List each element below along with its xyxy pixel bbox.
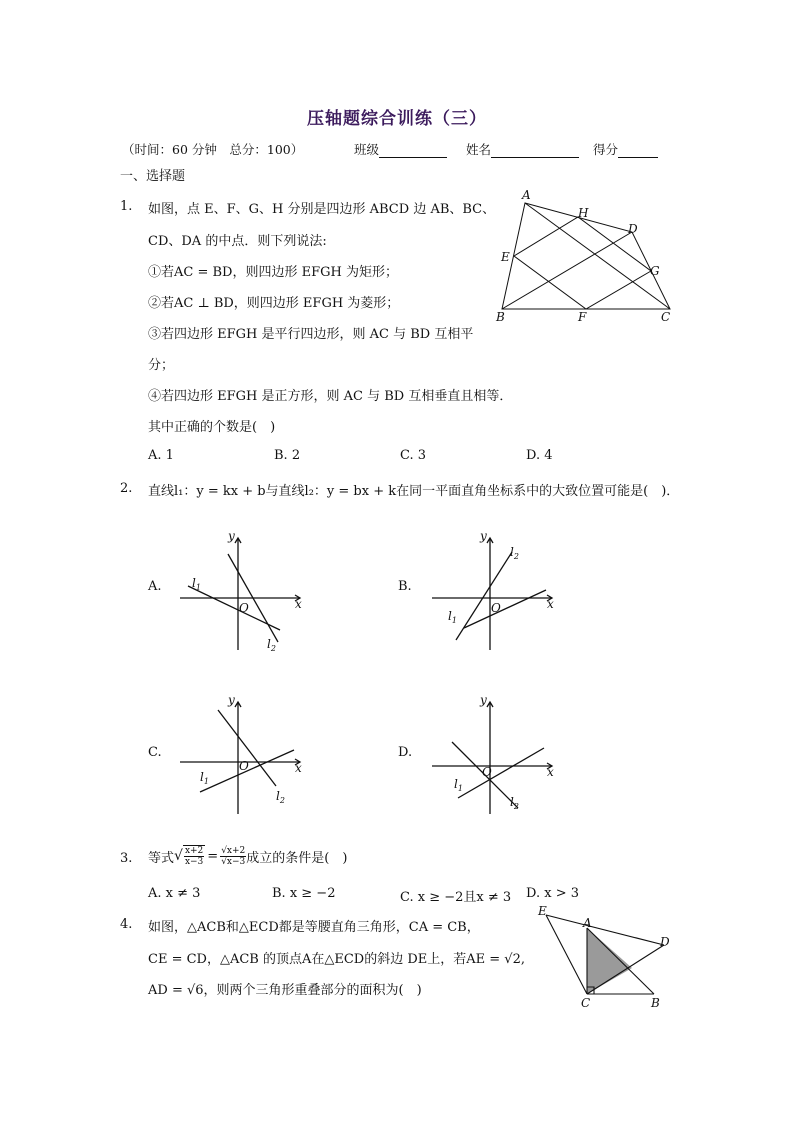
q3-rhs-fraction bbox=[220, 846, 246, 867]
q1-line2: CD、DA 的中点．则下列说法: bbox=[148, 234, 327, 249]
label-c: C bbox=[581, 996, 591, 1010]
sqrt-icon: √ bbox=[174, 848, 183, 864]
q3-lhs-num: x+2 bbox=[184, 846, 204, 856]
q3-option-d[interactable]: D. x > 3 bbox=[526, 886, 579, 901]
q1-option-a[interactable]: A. 1 bbox=[148, 448, 174, 463]
q1-statement-4: ④若四边形 EFGH 是正方形，则 AC 与 BD 互相垂直且相等． bbox=[148, 389, 513, 404]
l1-label: $l_1$ bbox=[448, 609, 457, 625]
label-d: D bbox=[628, 222, 638, 236]
class-field bbox=[354, 140, 447, 158]
axis-x-label: x bbox=[295, 761, 302, 775]
q1-option-b[interactable]: B. 2 bbox=[274, 448, 301, 463]
label-b: B bbox=[496, 310, 505, 324]
q3-number: 3. bbox=[120, 851, 133, 866]
axis-x-label: x bbox=[547, 765, 554, 779]
q3-lhs-fraction bbox=[184, 846, 204, 867]
equals-sign: = bbox=[207, 848, 219, 864]
page-title: 压轴题综合训练（三） bbox=[307, 109, 487, 129]
q2-graph-b bbox=[428, 526, 568, 656]
diag-ac bbox=[525, 203, 670, 309]
label-a: A bbox=[522, 188, 531, 202]
name-label: 姓名 bbox=[466, 142, 492, 157]
q2-graph-a bbox=[176, 526, 316, 656]
q3-rhs-den: √x−3 bbox=[221, 856, 246, 867]
q2-option-b[interactable]: B. bbox=[398, 579, 412, 594]
overlap-region bbox=[587, 928, 632, 994]
q4-line2: CE = CD，△ACB 的顶点A在△ECD的斜边 DE上，若AE = √2, bbox=[148, 952, 525, 967]
section-heading: 一、选择题 bbox=[120, 169, 186, 184]
q1-statement-1: ①若AC = BD，则四边形 EFGH 为矩形； bbox=[148, 265, 398, 280]
q1-question: 其中正确的个数是( ) bbox=[148, 420, 276, 435]
score-blank[interactable] bbox=[618, 143, 658, 158]
axis-y-label: y bbox=[228, 529, 235, 543]
label-g: G bbox=[650, 264, 660, 278]
q3-option-a[interactable]: A. x ≠ 3 bbox=[148, 886, 201, 901]
line-l1 bbox=[188, 586, 280, 630]
origin-label: O bbox=[482, 765, 492, 779]
label-f: F bbox=[578, 310, 587, 324]
axis-y-label: y bbox=[228, 693, 235, 707]
q3-lhs-radical bbox=[183, 845, 205, 867]
q2-graph-d bbox=[428, 690, 568, 820]
q2-option-a[interactable]: A. bbox=[148, 579, 162, 594]
q3-lhs-den: x−3 bbox=[184, 857, 204, 867]
q3-tail: 成立的条件是( ) bbox=[246, 850, 348, 866]
q3-lead: 等式 bbox=[148, 850, 175, 866]
diag-bd bbox=[502, 232, 632, 309]
label-e: E bbox=[538, 904, 547, 918]
l1-label: $l_1$ bbox=[454, 777, 463, 793]
l1-label: $l_1$ bbox=[192, 576, 201, 592]
class-label: 班级 bbox=[354, 142, 380, 157]
label-h: H bbox=[578, 206, 589, 220]
axis-x-label: x bbox=[547, 597, 554, 611]
label-b: B bbox=[651, 996, 660, 1010]
label-d: D bbox=[660, 935, 670, 949]
l2-label: $l_2$ bbox=[510, 545, 519, 561]
label-c: C bbox=[661, 310, 671, 324]
q2-number: 2. bbox=[120, 481, 133, 496]
axis-y-label: y bbox=[480, 529, 487, 543]
q1-statement-2: ②若AC ⊥ BD，则四边形 EFGH 为菱形； bbox=[148, 296, 400, 311]
l1-label: $l_1$ bbox=[200, 770, 209, 786]
q1-option-d[interactable]: D. 4 bbox=[526, 448, 553, 463]
segment-ed bbox=[546, 915, 664, 945]
origin-label: O bbox=[239, 759, 249, 773]
q1-number: 1. bbox=[120, 199, 133, 214]
time-total: （时间：60 分钟 总分：100） bbox=[122, 142, 304, 157]
score-label: 得分 bbox=[593, 142, 619, 157]
q2-graph-c bbox=[176, 690, 316, 820]
q2-option-c[interactable]: C. bbox=[148, 745, 162, 760]
q3-rhs-num: √x+2 bbox=[221, 845, 246, 856]
line-l2 bbox=[456, 552, 512, 640]
score-field bbox=[593, 140, 658, 158]
q3-option-b[interactable]: B. x ≥ −2 bbox=[272, 886, 336, 901]
q3-text bbox=[148, 841, 347, 871]
label-a: A bbox=[583, 916, 592, 930]
axis-x-label: x bbox=[295, 597, 302, 611]
q1-option-c[interactable]: C. 3 bbox=[400, 448, 427, 463]
q1-quadrilateral-figure bbox=[492, 186, 682, 326]
line-l2 bbox=[218, 710, 276, 786]
class-blank[interactable] bbox=[379, 143, 447, 158]
name-field bbox=[466, 140, 579, 158]
q1-statement-3a: ③若四边形 EFGH 是平行四边形，则 AC 与 BD 互相平 bbox=[148, 327, 474, 342]
q1-line1: 如图，点 E、F、G、H 分别是四边形 ABCD 边 AB、BC、 bbox=[148, 202, 496, 217]
q4-line3: AD = √6，则两个三角形重叠部分的面积为( ) bbox=[148, 983, 422, 998]
name-blank[interactable] bbox=[491, 143, 579, 158]
label-e: E bbox=[501, 250, 510, 264]
l2-label: $l_2$ bbox=[276, 789, 285, 805]
q4-number: 4. bbox=[120, 917, 133, 932]
l2-label: $l_2$ bbox=[510, 795, 519, 811]
q2-option-d[interactable]: D. bbox=[398, 745, 413, 760]
q4-triangles-figure bbox=[534, 900, 684, 1012]
q1-statement-3b: 分； bbox=[148, 358, 175, 373]
q2-text: 直线l₁：y = kx + b与直线l₂：y = bx + k在同一平面直角坐标系中的大致位置可能是( )． bbox=[148, 484, 680, 499]
segment-ec bbox=[546, 915, 587, 994]
l2-label: $l_2$ bbox=[267, 637, 276, 653]
q3-option-c[interactable]: C. x ≥ −2且x ≠ 3 bbox=[400, 890, 512, 905]
origin-label: O bbox=[491, 601, 501, 615]
axis-y-label: y bbox=[480, 693, 487, 707]
q4-line1: 如图，△ACB和△ECD都是等腰直角三角形，CA = CB， bbox=[148, 920, 480, 935]
origin-label: O bbox=[239, 601, 249, 615]
